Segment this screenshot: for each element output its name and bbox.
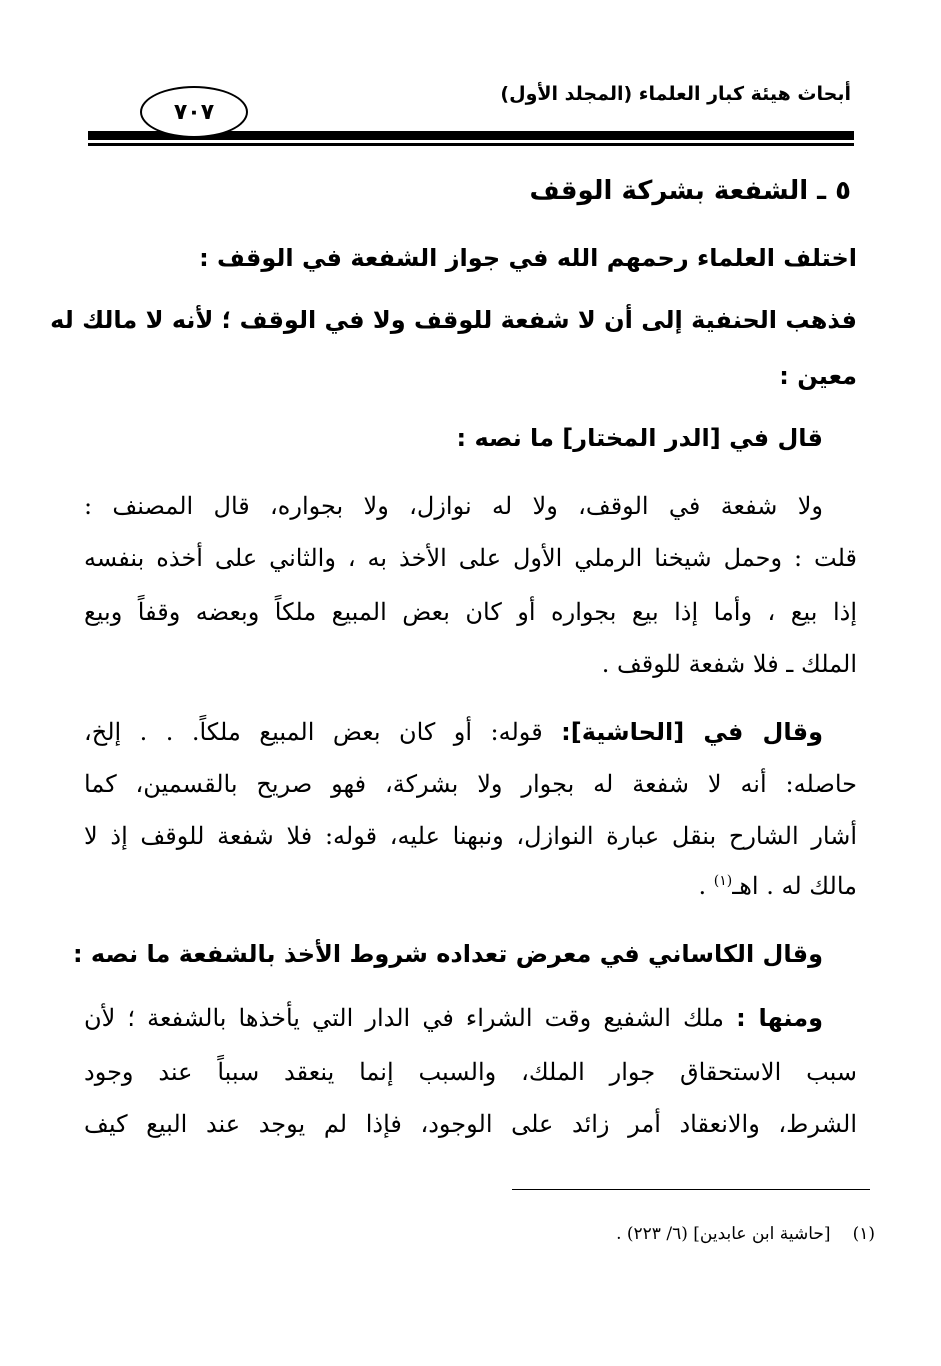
paragraph-line: ولا شفعة في الوقف، ولا له نوازل، ولا بجواره، قال المصنف : <box>84 492 823 520</box>
paragraph-line: فذهب الحنفية إلى أن لا شفعة للوقف ولا في الوقف ؛ لأنه لا مالك له <box>50 306 857 334</box>
citation-lead: وقال في [الحاشية]: <box>561 718 823 746</box>
clause-text: ملك الشفيع وقت الشراء في الدار التي يأخذها بالشفعة ؛ لأن <box>84 1004 737 1032</box>
paragraph-line: أشار الشارح بنقل عبارة النوازل، ونبهنا عليه، قوله: فلا شفعة للوقف إذ لا <box>84 822 857 850</box>
footnote <box>616 1224 875 1244</box>
paragraph-line <box>84 718 823 747</box>
paragraph-line: حاصله: أنه لا شفعة له بجوار ولا بشركة، فهو صريح بالقسمين، كما <box>84 770 857 798</box>
citation-text: قوله: أو كان بعض المبيع ملكاً. . . إلخ، <box>84 718 562 746</box>
paragraph-line: معين : <box>779 362 857 390</box>
paragraph-line: الشرط، والانعقاد أمر زائد على الوجود، فإذا لم يوجد عند البيع كيف <box>84 1110 857 1138</box>
line-text: مالك له . اهـ <box>732 872 857 900</box>
paragraph-line: إذا بيع ، وأما إذا بيع بجواره أو كان بعض المبيع ملكاً وبعضه وقفاً وبيع <box>84 598 857 626</box>
section-heading: ٥ ـ الشفعة بشركة الوقف <box>529 176 851 206</box>
header-rule-thin <box>88 143 854 146</box>
footnote-text: [حاشية ابن عابدين] (٦/ ٢٢٣) . <box>616 1224 831 1244</box>
paragraph-line <box>84 872 857 901</box>
clause-lead: ومنها : <box>736 1004 823 1032</box>
paragraph-line <box>84 1004 823 1033</box>
page-number: ٧٠٧ <box>173 99 215 125</box>
line-end: . <box>698 872 714 900</box>
paragraph-line: اختلف العلماء رحمهم الله في جواز الشفعة في الوقف : <box>199 244 857 272</box>
footnote-number: (١) <box>852 1224 875 1244</box>
paragraph-line: الملك ـ فلا شفعة للوقف . <box>601 650 857 678</box>
footnote-divider <box>512 1189 870 1190</box>
paragraph-line: وقال الكاساني في معرض تعداده شروط الأخذ بالشفعة ما نصه : <box>72 940 823 968</box>
footnote-reference: (١) <box>713 873 733 889</box>
paragraph-line: سبب الاستحقاق جوار الملك، والسبب إنما ينعقد سبباً عند وجود <box>84 1058 857 1086</box>
running-head: أبحاث هيئة كبار العلماء (المجلد الأول) <box>500 83 851 105</box>
paragraph-line: قال في [الدر المختار] ما نصه : <box>456 424 823 452</box>
paragraph-line: قلت : وحمل شيخنا الرملي الأول على الأخذ به ، والثاني على أخذه بنفسه <box>84 544 857 572</box>
